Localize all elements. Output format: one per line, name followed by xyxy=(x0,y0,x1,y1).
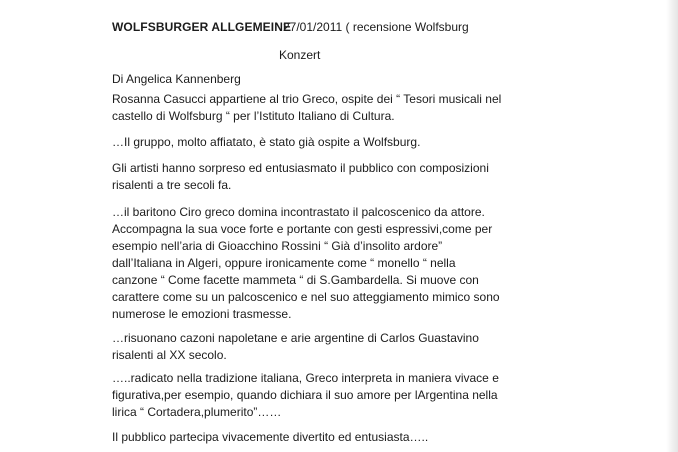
text-line: dall’Italiana in Algeri, oppure ironicamente come “ monello “ nella xyxy=(112,256,456,270)
section-title: Konzert xyxy=(279,48,321,62)
text-line: Gli artisti hanno sorpreso ed entusiasmato il pubblico con composizioni xyxy=(112,161,489,175)
author-byline xyxy=(112,71,482,88)
text-line: lirica “ Cortadera,plumerito”…… xyxy=(112,405,282,419)
text-line: Il pubblico partecipa vivacemente divertito ed entusiasta….. xyxy=(112,430,429,444)
paragraph-songs xyxy=(112,330,482,364)
text-line: castello di Wolfsburg “ per l’Istituto Italiano di Cultura. xyxy=(112,109,395,123)
paragraph-audience xyxy=(112,429,482,446)
text-line: …Il gruppo, molto affiatato, è stato già ospite a Wolfsburg. xyxy=(112,135,421,149)
text-line: …il baritono Ciro greco domina incontrastato il palcoscenico da attore. xyxy=(112,205,485,219)
text-line: Accompagna la sua voce forte e portante con gesti espressivi,come per xyxy=(112,222,493,236)
text-line: …risuonano cazoni napoletane e arie argentine di Carlos Guastavino xyxy=(112,331,479,345)
article-dateline: 27/01/2011 ( recensione Wolfsburg xyxy=(283,20,469,34)
text-line: Rosanna Casucci appartiene al trio Greco, ospite dei “ Tesori musicali nel xyxy=(112,92,502,106)
text-line: canzone “ Come facette mammeta “ di S.Gambardella. Si muove con xyxy=(112,273,479,287)
newspaper-name: WOLFSBURGER ALLGEMEINE xyxy=(112,20,292,34)
paragraph-artists xyxy=(112,160,489,194)
text-line: numerose le emozioni trasmesse. xyxy=(112,307,292,321)
text-line: risalenti al XX secolo. xyxy=(112,348,227,362)
scan-edge-shadow xyxy=(666,0,678,452)
text-line: figurativa,per esempio, quando dichiara il suo amore per lArgentina nella xyxy=(112,388,498,402)
text-line: carattere come su un palcoscenico e nel suo atteggiamento mimico sono xyxy=(112,290,500,304)
author-line: Di Angelica Kannenberg xyxy=(112,72,241,86)
text-line: …..radicato nella tradizione italiana, Greco interpreta in maniera vivace e xyxy=(112,371,499,385)
paragraph-tradition xyxy=(112,370,499,421)
paragraph-group xyxy=(112,134,482,151)
paragraph-intro xyxy=(112,91,502,125)
paragraph-baritone xyxy=(112,204,500,323)
text-line: risalenti a tre secoli fa. xyxy=(112,178,232,192)
text-line: esempio nell’aria di Gioacchino Rossini “ Già d’insolito ardore” xyxy=(112,239,443,253)
